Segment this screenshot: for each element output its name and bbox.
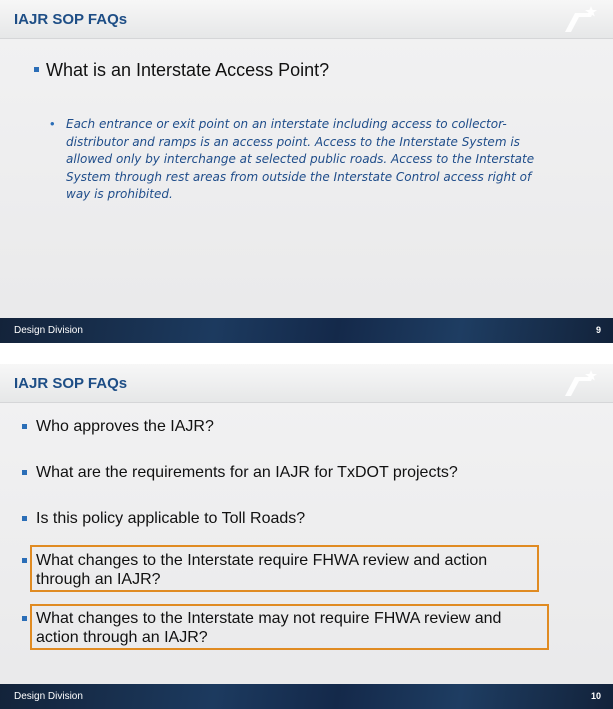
answer-text: Each entrance or exit point on an interstate including access to collector-distributor and ramps is an access point. Access to the Interstate System is allowed only by interchange at selected public roads. Access to the Interstate System through rest areas from outside the Interstate Control access right of way is prohibited. bbox=[66, 117, 535, 201]
page-number: 10 bbox=[590, 691, 601, 701]
title-bar bbox=[0, 0, 613, 39]
bullet-square-icon bbox=[22, 558, 27, 563]
bullet-square-icon bbox=[22, 616, 27, 621]
slide-9 bbox=[0, 0, 613, 343]
footer-bar bbox=[0, 318, 613, 343]
slide-title: IAJR SOP FAQs bbox=[14, 375, 128, 392]
question-item: What are the requirements for an IAJR for TxDOT projects? bbox=[36, 464, 458, 481]
question-heading: What is an Interstate Access Point? bbox=[46, 60, 330, 80]
bullet-square-icon bbox=[22, 470, 27, 475]
footer-bar bbox=[0, 684, 613, 709]
bullet-square-icon bbox=[22, 516, 27, 521]
slide-title: IAJR SOP FAQs bbox=[14, 11, 128, 28]
bullet-square-icon bbox=[34, 67, 39, 72]
slide-10 bbox=[0, 364, 613, 709]
bullet-square-icon bbox=[22, 424, 27, 429]
page-number: 9 bbox=[595, 325, 601, 335]
footer-label: Design Division bbox=[14, 691, 83, 702]
title-bar bbox=[0, 364, 613, 403]
txdot-star-logo-icon bbox=[563, 369, 599, 397]
question-item-highlighted: What changes to the Interstate may not require FHWA review and action through an IAJR? bbox=[36, 610, 502, 646]
footer-label: Design Division bbox=[14, 325, 83, 336]
question-item-highlighted: What changes to the Interstate require FHWA review and action through an IAJR? bbox=[36, 552, 488, 588]
question-item: Who approves the IAJR? bbox=[36, 418, 214, 435]
question-item: Is this policy applicable to Toll Roads? bbox=[36, 510, 306, 527]
txdot-star-logo-icon bbox=[563, 5, 599, 33]
sub-bullet-dot-icon: • bbox=[50, 116, 55, 131]
